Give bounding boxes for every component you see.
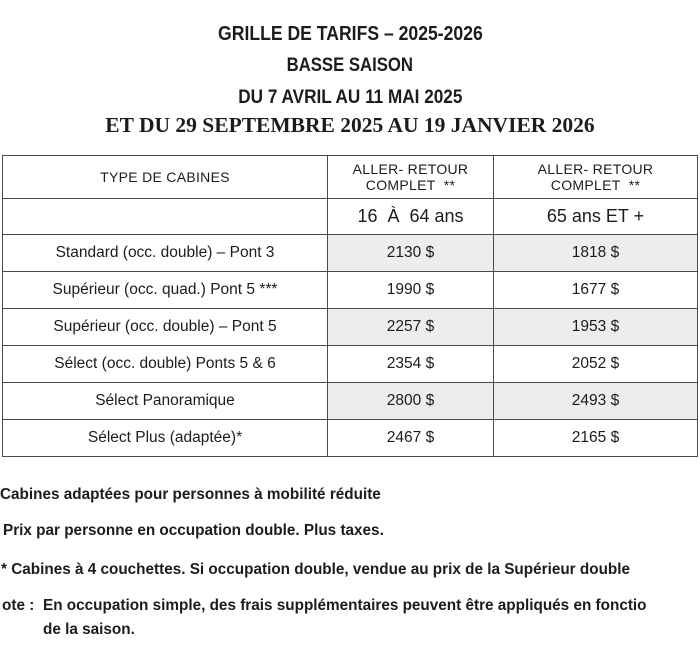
fare-header-line1: ALLER- RETOUR (537, 160, 654, 177)
age-group-16-64: 16 À 64 ans (328, 199, 494, 235)
fare-header-line1: ALLER- RETOUR (352, 160, 469, 177)
table-header-row (3, 156, 698, 199)
footnote-note-label: ote : (2, 597, 35, 614)
season-subtitle-text: BASSE SAISON (286, 55, 414, 76)
tariff-table (2, 155, 698, 457)
season-subtitle (0, 55, 700, 77)
date-range-1 (0, 86, 700, 109)
footnote-adapted-cabins: Cabines adaptées pour personnes à mobilité réduite (0, 486, 381, 503)
price-16-64-cell: 1990 $ (328, 272, 494, 309)
footnote-price-per-person: Prix par personne en occupation double. Plus taxes. (3, 522, 384, 539)
cabin-type-cell: Standard (occ. double) – Pont 3 (3, 235, 328, 272)
footnote-quad-cabins: * Cabines à 4 couchettes. Si occupation double, vendue au prix de la Supérieur double (1, 561, 631, 578)
price-16-64-cell: 2130 $ (328, 235, 494, 272)
price-65-plus-cell: 2165 $ (494, 420, 698, 457)
age-group-65-plus: 65 ans ET + (494, 199, 698, 235)
column-header-fare-16-64 (328, 156, 494, 199)
price-16-64-cell: 2354 $ (328, 346, 494, 383)
cabin-type-cell: Sélect Plus (adaptée)* (3, 420, 328, 457)
column-header-cabin-type: TYPE DE CABINES (3, 156, 328, 199)
column-header-fare-65-plus (494, 156, 698, 199)
date-range-2-text: ET DU 29 SEPTEMBRE 2025 AU 19 JANVIER 2026 (105, 113, 595, 137)
cabin-type-cell: Sélect (occ. double) Ponts 5 & 6 (3, 346, 328, 383)
table-row (3, 272, 698, 309)
price-65-plus-cell: 1953 $ (494, 309, 698, 346)
price-16-64-cell: 2467 $ (328, 420, 494, 457)
price-16-64-cell: 2800 $ (328, 383, 494, 420)
cabin-type-cell: Supérieur (occ. quad.) Pont 5 *** (3, 272, 328, 309)
date-range-2 (0, 113, 700, 138)
price-16-64-cell: 2257 $ (328, 309, 494, 346)
table-row (3, 309, 698, 346)
price-65-plus-cell: 1677 $ (494, 272, 698, 309)
cabin-type-cell: Sélect Panoramique (3, 383, 328, 420)
document-title-text: GRILLE DE TARIFS – 2025-2026 (217, 23, 483, 45)
table-row (3, 420, 698, 457)
price-65-plus-cell: 2493 $ (494, 383, 698, 420)
document-title (0, 23, 700, 46)
age-group-row (3, 199, 698, 235)
empty-cell (3, 199, 328, 235)
price-65-plus-cell: 2052 $ (494, 346, 698, 383)
date-range-1-text: DU 7 AVRIL AU 11 MAI 2025 (237, 86, 463, 108)
fare-header-line2: COMPLET ** (550, 177, 641, 193)
table-row (3, 346, 698, 383)
footnote-single-occupancy (43, 597, 647, 639)
fare-header-line2: COMPLET ** (365, 177, 456, 193)
cabin-type-cell: Supérieur (occ. double) – Pont 5 (3, 309, 328, 346)
footnote-single-occupancy-line1: En occupation simple, des frais supplémentaires peuvent être appliqués en fonctio (43, 597, 647, 614)
table-row (3, 383, 698, 420)
table-row (3, 235, 698, 272)
price-65-plus-cell: 1818 $ (494, 235, 698, 272)
footnote-single-occupancy-line2: de la saison. (43, 621, 135, 638)
